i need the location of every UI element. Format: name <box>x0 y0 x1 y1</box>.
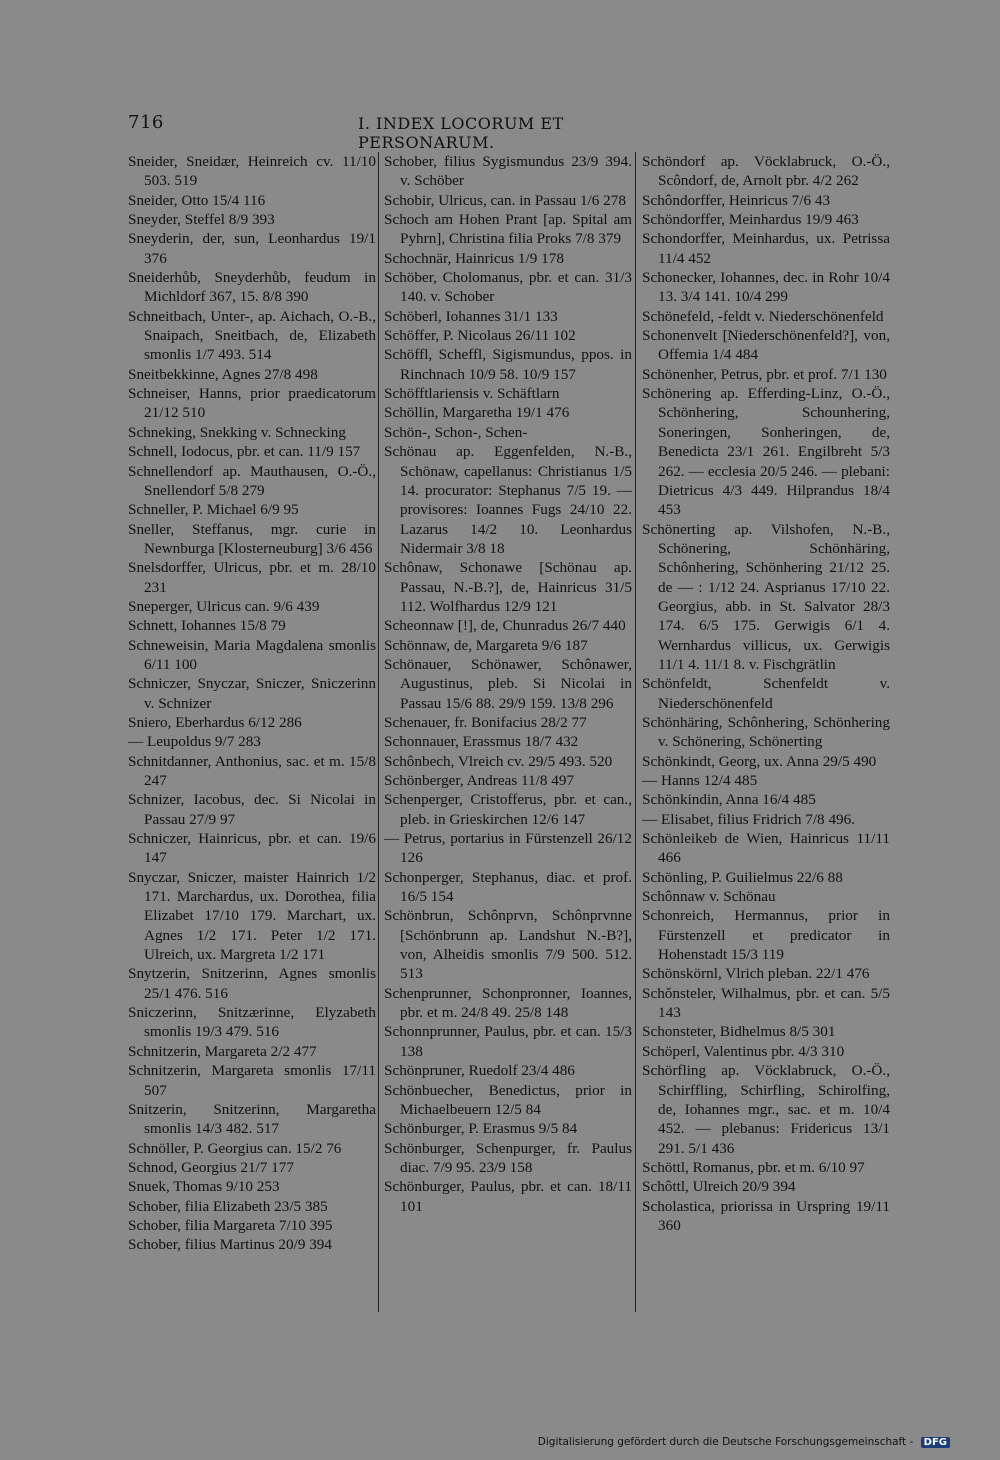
column-divider <box>635 152 636 1312</box>
index-entry: Schober, filia Elizabeth 23/5 385 <box>128 1197 328 1215</box>
index-entry: Sneider, Otto 15/4 116 <box>128 191 266 209</box>
index-entry: Schönling, P. Guilielmus 22/6 88 <box>642 868 843 886</box>
running-title: I. INDEX LOCORUM ET PERSONARUM. <box>358 114 564 152</box>
index-entry: Schönering ap. Efferding-Linz, O.-Ö., Schönhering, Schounhering, Soneringen, Sonheringen, de, Benedicta 23/1 261. Engilbreht 5/3 262. — ecclesia 20/5 246. — plebani: Dietricus 4/3 449. Hilprandus 18/4 453 <box>642 385 890 519</box>
index-entry: Snyczar, Sniczer, maister Hainrich 1/2 171. Marchardus, ux. Dorothea, filia Elizabet 17/10 179. Marchart, ux. Agnes 1/2 171. Peter 1/2 171. Ulreich, ux. Margreta 1/2 171 <box>128 868 376 964</box>
index-entry: Schonnprunner, Paulus, pbr. et can. 15/3 138 <box>384 1023 632 1060</box>
index-entry: Schnellendorf ap. Mauthausen, O.-Ö., Snellendorf 5/8 279 <box>128 462 376 499</box>
index-entry: Schönberger, Andreas 11/8 497 <box>384 772 575 789</box>
index-entry: — Hanns 12/4 485 <box>642 772 758 789</box>
index-entry: Schnitzerin, Margareta smonlis 17/11 507 <box>128 1062 376 1099</box>
index-entry: Schneitbach, Unter-, ap. Aichach, O.-B., Snaipach, Sneitbach, de, Elizabeth smonlis 1/7 493. 514 <box>128 307 376 364</box>
index-entry: Schniczer, Hainricus, pbr. et can. 19/6 147 <box>128 830 376 867</box>
index-column-2 <box>384 152 632 1216</box>
footer-credit <box>538 1436 950 1448</box>
index-entry: — Leupoldus 9/7 283 <box>128 733 261 751</box>
index-entry: Sniczerinn, Snitzærinne, Elyzabeth smonlis 19/3 479. 516 <box>128 1004 376 1041</box>
index-entry: Schönbuecher, Benedictus, prior in Michaelbeuern 12/5 84 <box>384 1081 632 1118</box>
index-entry: Sneyder, Steffel 8/9 393 <box>128 211 275 229</box>
index-entry: Schön-, Schon-, Schen- <box>384 423 528 441</box>
index-entry: Schönburger, Schenpurger, fr. Paulus diac. 7/9 95. 23/9 158 <box>384 1139 632 1176</box>
index-entry: Schönau ap. Eggenfelden, N.-B., Schönaw, capellanus: Christianus 1/5 14. procurator: Stephanus 7/5 19. — provisores: Ioannes Fugs 24/10 22. Lazarus 14/2 10. Leonhardus Nidermair 3/8 18 <box>384 443 632 557</box>
index-entry: Schönnaw, de, Margareta 9/6 187 <box>384 636 588 654</box>
index-entry: Schobir, Ulricus, can. in Passau 1/6 278 <box>384 191 626 209</box>
index-entry: Schönefeld, -feldt v. Niederschönenfeld <box>642 307 884 325</box>
index-entry: Schnod, Georgius 21/7 177 <box>128 1158 294 1176</box>
index-entry: Schôndorffer, Heinricus 7/6 43 <box>642 191 831 209</box>
index-entry: Schonenvelt [Niederschönenfeld?], von, Offemia 1/4 484 <box>642 327 890 364</box>
index-entry: Sneiderhůb, Sneyderhůb, feudum in Michldorf 367, 15. 8/8 390 <box>128 269 376 306</box>
index-entry: Sneperger, Ulricus can. 9/6 439 <box>128 597 320 615</box>
index-entry: Schönenher, Petrus, pbr. et prof. 7/1 130 <box>642 365 887 383</box>
index-entry: Schnitdanner, Anthonius, sac. et m. 15/8 247 <box>128 752 376 789</box>
index-entry: Schnitzerin, Margareta 2/2 477 <box>128 1042 317 1060</box>
index-entry: Schonnauer, Erassmus 18/7 432 <box>384 733 579 751</box>
index-entry: Schöffl, Scheffl, Sigismundus, ppos. in Rinchnach 10/9 58. 10/9 157 <box>384 346 632 383</box>
index-entry: — Petrus, portarius in Fürstenzell 26/12 126 <box>384 830 632 867</box>
dfg-logo: DFG <box>921 1437 950 1448</box>
index-entry: Schônnaw v. Schönau <box>642 888 776 906</box>
index-entry: Schöttl, Romanus, pbr. et m. 6/10 97 <box>642 1158 865 1176</box>
index-entry: Schnöller, P. Georgius can. 15/2 76 <box>128 1139 342 1157</box>
index-entry: Schonperger, Stephanus, diac. et prof. 16/5 154 <box>384 868 632 906</box>
page-number: 716 <box>128 112 164 133</box>
index-entry: Snelsdorffer, Ulricus, pbr. et m. 28/10 231 <box>128 559 376 596</box>
page-header <box>128 112 668 152</box>
index-columns <box>126 152 918 1322</box>
index-entry: Schneller, P. Michael 6/9 95 <box>128 501 299 519</box>
index-entry: Snitzerin, Snitzerinn, Margaretha smonlis 14/3 482. 517 <box>128 1100 376 1138</box>
index-entry: Schöperl, Valentinus pbr. 4/3 310 <box>642 1042 845 1060</box>
index-column-3 <box>642 152 890 1235</box>
index-entry: Schôttl, Ulreich 20/9 394 <box>642 1178 796 1196</box>
index-entry: Schörfling ap. Vöcklabruck, O.-Ö., Schirffling, Schirfling, Schirolfing, de, Iohannes mgr., sac. et m. 10/4 452. — plebanus: Fridericus 13/1 291. 5/1 436 <box>642 1062 890 1157</box>
index-entry: Sneitbekkinne, Agnes 27/8 498 <box>128 365 318 383</box>
index-entry: Schnell, Iodocus, pbr. et can. 11/9 157 <box>128 443 361 461</box>
index-entry: Schönleikeb de Wien, Hainricus 11/11 466 <box>642 830 890 867</box>
index-entry: Schenauer, fr. Bonifacius 28/2 77 <box>384 713 587 731</box>
index-entry: Snuek, Thomas 9/10 253 <box>128 1178 280 1196</box>
index-entry: Schǒnsteler, Wilhalmus, pbr. et can. 5/5 143 <box>642 984 890 1022</box>
index-entry: Schöndorffer, Meinhardus 19/9 463 <box>642 211 859 229</box>
index-entry: Schöndorf ap. Vöcklabruck, O.-Ö., Scôndorf, de, Arnolt pbr. 4/2 262 <box>642 153 890 190</box>
index-entry: Schönauer, Schönawer, Schônawer, Augustinus, pleb. Si Nicolai in Passau 15/6 88. 29/9 159. 13/8 296 <box>384 655 632 712</box>
index-entry: Sniero, Eberhardus 6/12 286 <box>128 713 302 731</box>
index-entry: Sneyderin, der, sun, Leonhardus 19/1 376 <box>128 230 376 267</box>
index-entry: Schöllin, Margaretha 19/1 476 <box>384 404 570 422</box>
index-entry: Schondorffer, Meinhardus, ux. Petrissa 11/4 452 <box>642 230 890 267</box>
index-entry: Schenperger, Cristofferus, pbr. et can., pleb. in Grieskirchen 12/6 147 <box>384 791 632 828</box>
index-entry: Snytzerin, Snitzerinn, Agnes smonlis 25/1 476. 516 <box>128 965 376 1002</box>
index-entry: Schneiser, Hanns, prior praedicatorum 21/12 510 <box>128 385 376 422</box>
index-entry: Schöberl, Iohannes 31/1 133 <box>384 307 558 325</box>
index-entry: Schönerting ap. Vilshofen, N.-B., Schönering, Schönhäring, Schônhering, Schönhering 21/12 25. de — : 1/12 24. Asprianus 17/10 22. Georgius, abb. in St. Salvator 28/3 174. 6/5 175. Gerwigis 6/1 4. Wernhardus villicus, ux. Gerwigis 11/1 4. 11/1 8. v. Fischgrätlin <box>642 520 890 673</box>
index-entry: Schönpruner, Ruedolf 23/4 486 <box>384 1062 575 1080</box>
index-entry: Schönburger, Paulus, pbr. et can. 18/11 101 <box>384 1178 632 1215</box>
index-entry: Scholastica, priorissa in Urspring 19/11 360 <box>642 1197 890 1234</box>
index-entry: Schonecker, Iohannes, dec. in Rohr 10/4 13. 3/4 141. 10/4 299 <box>642 269 890 306</box>
index-entry: Schönfeldt, Schenfeldt v. Niederschönenfeld <box>642 675 890 712</box>
index-entry: — Elisabet, filius Fridrich 7/8 496. <box>642 810 856 828</box>
index-entry: Schonreich, Hermannus, prior in Fürstenzell et predicator in Hohenstadt 15/3 119 <box>642 907 890 964</box>
index-entry: Schöffer, P. Nicolaus 26/11 102 <box>384 327 576 345</box>
index-entry: Schöber, Cholomanus, pbr. et can. 31/3 140. v. Schober <box>384 269 632 306</box>
index-entry: Schniczer, Snyczar, Sniczer, Sniczerinn v. Schnizer <box>128 675 376 712</box>
index-entry: Schober, filius Martinus 20/9 394 <box>128 1236 332 1254</box>
index-entry: Schnett, Iohannes 15/8 79 <box>128 617 286 635</box>
index-entry: Schönbrun, Schônprvn, Schônprvnne [Schönbrunn ap. Landshut N.-B?], von, Alheidis smonlis 7/9 500. 512. 513 <box>384 907 632 983</box>
index-entry: Schnizer, Iacobus, dec. Si Nicolai in Passau 27/9 97 <box>128 791 376 828</box>
column-divider <box>378 152 379 1312</box>
index-entry: Schönkindin, Anna 16/4 485 <box>642 791 816 809</box>
index-entry: Scheonnaw [!], de, Chunradus 26/7 440 <box>384 617 626 635</box>
index-entry: Schöfftlariensis v. Schäftlarn <box>384 385 560 403</box>
index-entry: Schönkindt, Georg, ux. Anna 29/5 490 <box>642 752 877 770</box>
index-entry: Schönhäring, Schônhering, Schönhering v. Schönering, Schönerting <box>642 713 890 751</box>
index-entry: Schenprunner, Schonpronner, Ioannes, pbr. et m. 24/8 49. 25/8 148 <box>384 984 632 1022</box>
index-entry: Schônbech, Vlreich cv. 29/5 493. 520 <box>384 752 613 770</box>
index-entry: Schonsteter, Bidhelmus 8/5 301 <box>642 1023 836 1041</box>
footer-credit-text: Digitalisierung gefördert durch die Deutsche Forschungsgemeinschaft - <box>537 1436 914 1448</box>
index-entry: Schober, filia Margareta 7/10 395 <box>128 1216 333 1234</box>
index-column-1 <box>128 152 376 1255</box>
index-entry: Schneking, Snekking v. Schnecking <box>128 423 346 441</box>
index-entry: Sneider, Sneidær, Heinreich cv. 11/10 503. 519 <box>128 153 376 190</box>
index-entry: Schneweisin, Maria Magdalena smonlis 6/11 100 <box>128 636 376 673</box>
index-entry: Schönskörnl, Vlrich pleban. 22/1 476 <box>642 965 870 983</box>
index-entry: Schober, filius Sygismundus 23/9 394. v. Schöber <box>384 153 632 190</box>
index-entry: Sneller, Steffanus, mgr. curie in Newnburga [Klosterneuburg] 3/6 456 <box>128 520 376 557</box>
index-entry: Schönburger, P. Erasmus 9/5 84 <box>384 1120 578 1138</box>
index-entry: Schochnär, Hainricus 1/9 178 <box>384 249 564 267</box>
index-entry: Schoch am Hohen Prant [ap. Spital am Pyhrn], Christina filia Proks 7/8 379 <box>384 211 632 248</box>
index-entry: Schônaw, Schonawe [Schönau ap. Passau, N.-B.?], de, Hainricus 31/5 112. Wolfhardus 12/9 121 <box>384 559 632 615</box>
